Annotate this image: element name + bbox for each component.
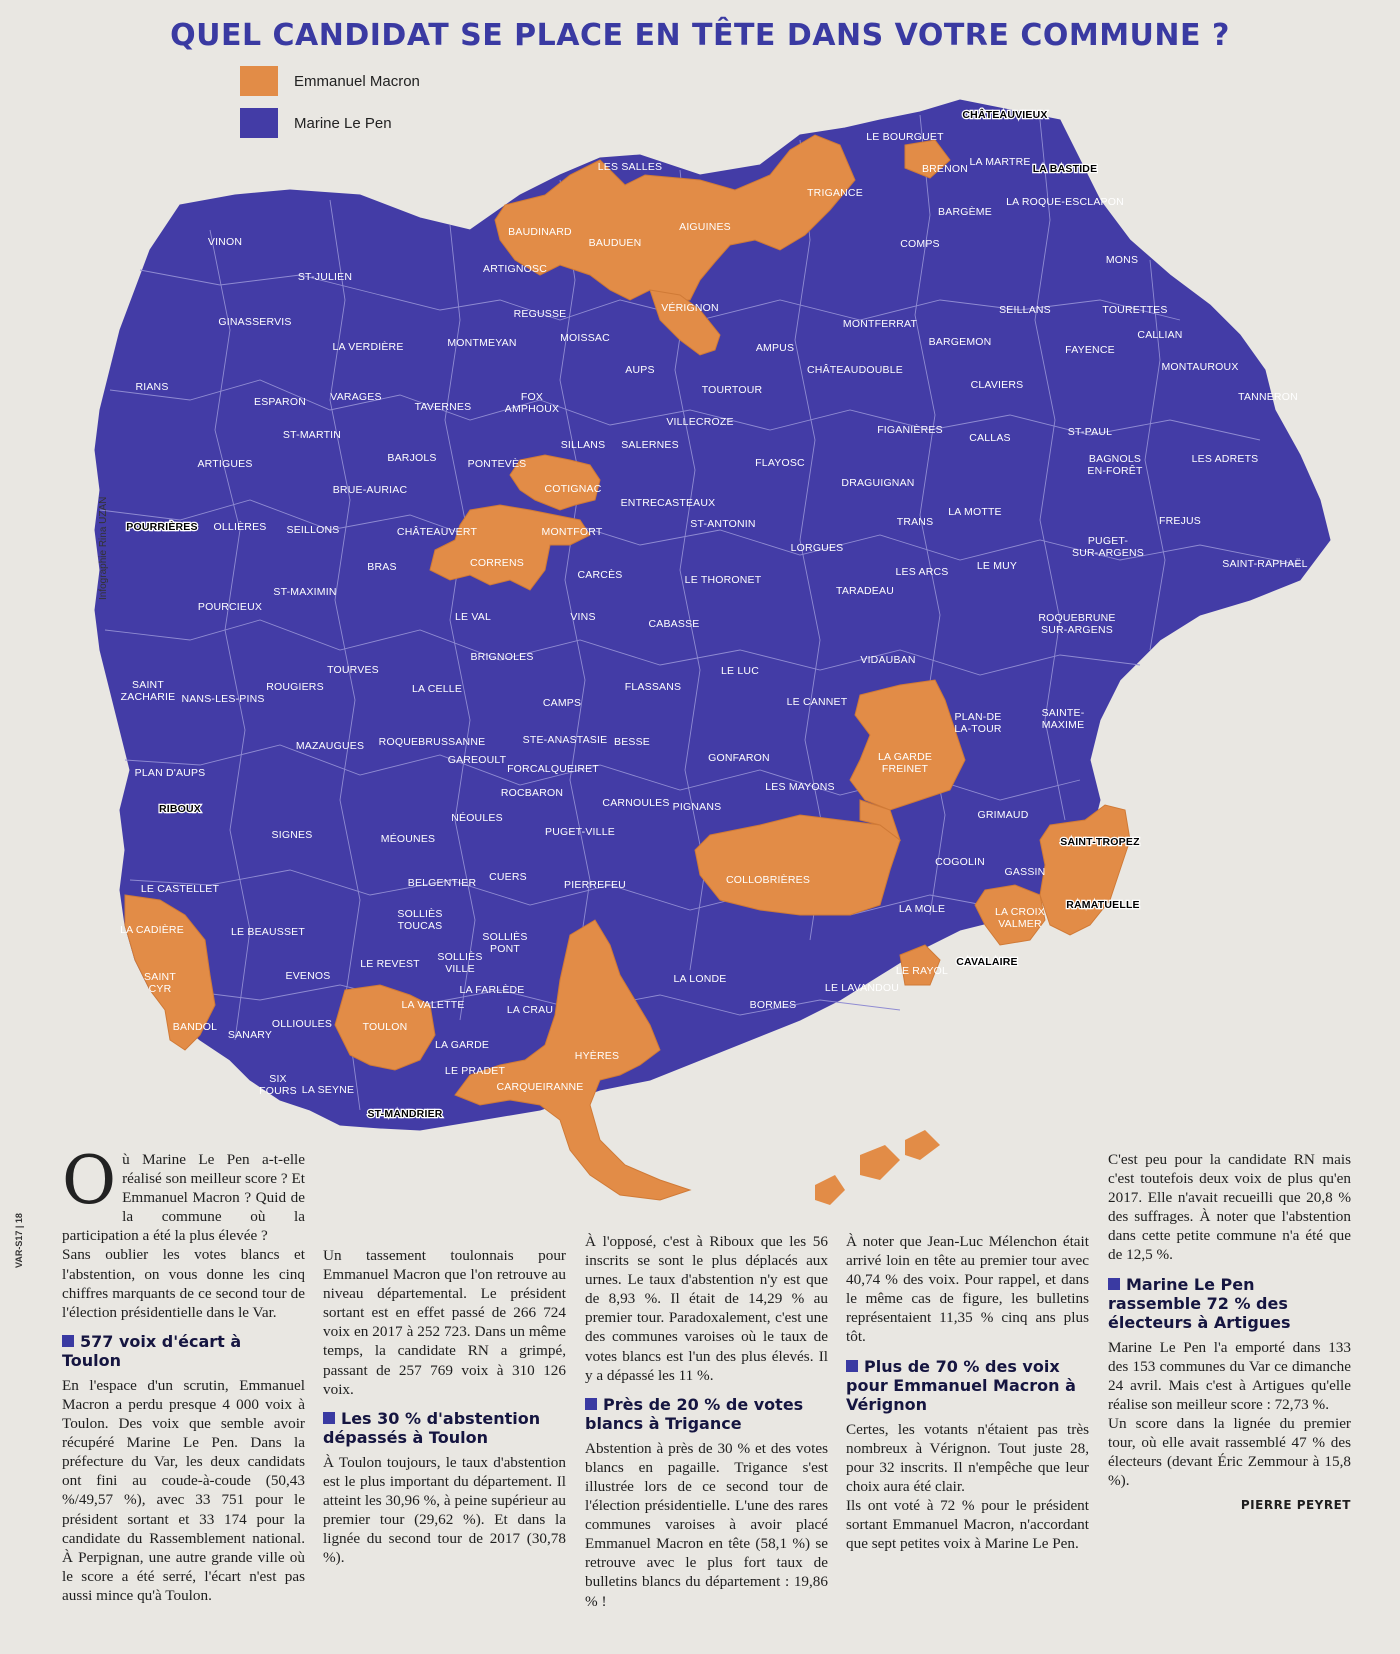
- lbl-bormes: BORMES: [749, 999, 797, 1011]
- paragraph-abstention: À Toulon toujours, le taux d'abstention est le plus important du département. Il atteint les 30,96 %, à peine supérieur au premier tour (29,62 %). Et dans la lignée du second tour de 2017 (30,78 %).: [323, 1453, 566, 1567]
- lbl-saint-cyr-2: CYR: [148, 983, 172, 995]
- lbl-puget-argens-2: SUR-ARGENS: [1071, 547, 1145, 559]
- lbl-le-luc: LE LUC: [721, 665, 759, 677]
- lbl-plan-daups: PLAN D'AUPS: [134, 767, 206, 779]
- paragraph-tassement: Un tassement toulonnais pour Emmanuel Macron que l'on retrouve au niveau départemental. Le président sortant est en effet passé de 266 724 voix en 2017 à 252 723. Dans un même temps, la candidate RN a grimpé, passant de 257 769 voix à 310 126 voix.: [323, 1247, 566, 1398]
- lbl-montfort: MONTFORT: [541, 526, 603, 538]
- lbl-les-adrets: LES ADRETS: [1191, 453, 1259, 465]
- lbl-st-mandrier: ST-MANDRIER: [367, 1108, 443, 1120]
- lbl-claviers: CLAVIERS: [970, 379, 1024, 391]
- heading-abstention: [323, 1409, 566, 1447]
- lbl-montferrat: MONTFERRAT: [842, 318, 918, 330]
- lbl-la-martre: LA MARTRE: [969, 156, 1031, 168]
- lbl-neoules: NÉOULES: [451, 812, 503, 824]
- lbl-trans: TRANS: [896, 516, 934, 528]
- lbl-tourtour: TOURTOUR: [701, 384, 763, 396]
- lbl-verignon: VÉRIGNON: [661, 302, 719, 314]
- lbl-signes: SIGNES: [271, 829, 313, 841]
- lbl-trigance: TRIGANCE: [807, 187, 863, 199]
- lbl-brenon: BRENON: [921, 163, 969, 175]
- intro-question: [62, 1142, 305, 1245]
- heading-square-icon: [585, 1398, 597, 1410]
- lbl-toulon: TOULON: [362, 1021, 408, 1033]
- heading-abstention-text: Les 30 % d'abstention dépassés à Toulon: [323, 1408, 541, 1447]
- lbl-barjols: BARJOLS: [387, 452, 437, 464]
- lbl-pourcieux: POURCIEUX: [197, 601, 263, 613]
- lbl-bargemon: BARGEMON: [928, 336, 992, 348]
- lbl-le-beausset: LE BEAUSSET: [231, 926, 305, 938]
- lbl-flayosc: FLAYOSC: [755, 457, 805, 469]
- lbl-camps: CAMPS: [542, 697, 582, 709]
- lbl-le-muy: LE MUY: [976, 560, 1018, 572]
- lbl-bargeme: BARGÈME: [938, 206, 992, 218]
- lbl-six-fours-2: FOURS: [259, 1085, 297, 1097]
- lbl-montauroux: MONTAUROUX: [1161, 361, 1239, 373]
- lbl-grimaud: GRIMAUD: [977, 809, 1029, 821]
- paragraph-verignon-2: Ils ont voté à 72 % pour le président sortant Emmanuel Macron, n'accordant que sept petites voix à Marine Le Pen.: [846, 1496, 1089, 1553]
- lbl-chateauvieux: CHÂTEAUVIEUX: [962, 109, 1048, 121]
- heading-trigance-text: Près de 20 % de votes blancs à Trigance: [585, 1394, 804, 1433]
- lbl-draguignan: DRAGUIGNAN: [841, 477, 915, 489]
- heading-trigance: [585, 1395, 828, 1433]
- lbl-ramatuelle: RAMATUELLE: [1066, 899, 1140, 911]
- lbl-hyeres: HYÈRES: [574, 1050, 620, 1062]
- lbl-tourves: TOURVES: [327, 664, 379, 676]
- legend-label-macron: Emmanuel Macron: [294, 72, 420, 90]
- lbl-le-thoronet: LE THORONET: [684, 574, 762, 586]
- lbl-carnoules: CARNOULES: [602, 797, 670, 809]
- lbl-comps: COMPS: [900, 238, 940, 250]
- article-col-3: [585, 1232, 828, 1610]
- lbl-cogolin: COGOLIN: [935, 856, 985, 868]
- paragraph-riboux: À l'opposé, c'est à Riboux que les 56 inscrits se sont le plus déplacés aux urnes. Le taux d'abstention n'y est que de 8,93 %. Il était de 14,29 % au premier tour. Paradoxalement, c'est une des communes varoises où le taux de votes blancs est l'un des plus élevés. Il y a dépassé les 11 %.: [585, 1233, 828, 1384]
- lbl-cavalaire: CAVALAIRE: [956, 956, 1018, 968]
- lbl-flassans: FLASSANS: [624, 681, 682, 693]
- lbl-mazaugues: MAZAUGUES: [295, 740, 365, 752]
- lbl-la-garde-freinet: LA GARDE: [877, 751, 933, 763]
- lbl-la-seyne: LA SEYNE: [301, 1084, 355, 1096]
- lbl-carces: CARCÈS: [577, 569, 623, 581]
- lbl-esparon: ESPARON: [254, 396, 306, 408]
- lbl-sollies-ville: SOLLIÈS: [437, 951, 483, 963]
- lbl-ollieres: OLLIÈRES: [213, 521, 267, 533]
- lbl-vins: VINS: [570, 611, 596, 623]
- islands: [815, 1130, 940, 1205]
- map-title: QUEL CANDIDAT SE PLACE EN TÊTE DANS VOTRE COMMUNE ?: [170, 18, 1230, 53]
- lbl-sollies-pont: SOLLIÈS: [482, 931, 528, 943]
- lbl-tavernes: TAVERNES: [414, 401, 472, 413]
- heading-square-icon: [323, 1412, 335, 1424]
- page-reference: VAR-S17 | 18: [14, 1213, 24, 1268]
- lbl-la-farlede: LA FARLÈDE: [459, 984, 525, 996]
- lbl-sollies-pont-2: PONT: [490, 943, 520, 955]
- lbl-montmeyan: MONTMEYAN: [447, 337, 517, 349]
- lbl-la-croix-valmer-2: VALMER: [998, 918, 1042, 930]
- lbl-roquebrune-2: SUR-ARGENS: [1040, 624, 1114, 636]
- lbl-sanary: SANARY: [227, 1029, 273, 1041]
- heading-artigues-text: Marine Le Pen rassemble 72 % des électeurs à Artigues: [1108, 1274, 1291, 1332]
- lbl-six-fours: SIX: [269, 1073, 287, 1085]
- lbl-la-verdiere: LA VERDIÈRE: [332, 341, 404, 353]
- lbl-sollies-toucas-2: TOUCAS: [397, 920, 443, 932]
- dropcap: O: [62, 1142, 117, 1219]
- lbl-roquebrune: ROQUEBRUNE: [1038, 612, 1116, 624]
- lbl-la-mole: LA MOLE: [898, 903, 946, 915]
- lbl-plan-de-la-tour: PLAN-DE: [954, 711, 1002, 723]
- lbl-gassin: GASSIN: [1004, 866, 1046, 878]
- lbl-bagnols-2: EN-FORÊT: [1087, 465, 1143, 477]
- lbl-callian: CALLIAN: [1137, 329, 1183, 341]
- lbl-brue-auriac: BRUE-AURIAC: [332, 484, 408, 496]
- lbl-cabasse: CABASSE: [648, 618, 700, 630]
- heading-verignon: [846, 1357, 1089, 1414]
- heading-artigues: [1108, 1275, 1351, 1332]
- lbl-mons: MONS: [1105, 254, 1139, 266]
- lbl-la-crau: LA CRAU: [506, 1004, 554, 1016]
- lbl-vinon: VINON: [207, 236, 243, 248]
- lbl-le-castellet: LE CASTELLET: [140, 883, 220, 895]
- lbl-bras: BRAS: [367, 561, 397, 573]
- lbl-salernes: SALERNES: [621, 439, 679, 451]
- lbl-la-garde: LA GARDE: [434, 1039, 490, 1051]
- lbl-puget-argens: PUGET-: [1087, 535, 1129, 547]
- infographic-credit: Infographie Rina UZAN: [98, 496, 109, 600]
- lbl-sollies-toucas: SOLLIÈS: [397, 908, 443, 920]
- lbl-taradeau: TARADEAU: [836, 585, 894, 597]
- lbl-belgentier: BELGENTIER: [407, 877, 477, 889]
- article-col-5: [1108, 1150, 1351, 1515]
- lbl-bauduen: BAUDUEN: [588, 237, 642, 249]
- lbl-st-paul: ST-PAUL: [1067, 426, 1113, 438]
- lbl-gareoult: GAREOULT: [447, 754, 507, 766]
- lbl-tourettes: TOURETTES: [1102, 304, 1168, 316]
- lbl-collobrieres: COLLOBRIÈRES: [725, 874, 811, 886]
- lbl-seillons: SEILLONS: [286, 524, 340, 536]
- lbl-evenos: EVENOS: [285, 970, 331, 982]
- lbl-cuers: CUERS: [489, 871, 527, 883]
- lbl-sillans: SILLANS: [560, 439, 606, 451]
- paragraph-melenchon: À noter que Jean-Luc Mélenchon était arrivé loin en tête au premier tour avec 40,74 % des voix. Pour rappel, et dans le même cas de figure, les bulletins représentaient 11,35 % cinq ans plus tôt.: [846, 1233, 1089, 1346]
- lbl-pourrieres: POURRIÈRES: [126, 521, 198, 533]
- lbl-les-mayons: LES MAYONS: [765, 781, 835, 793]
- author-signature: PIERRE PEYRET: [1240, 1498, 1351, 1513]
- lbl-brignoles: BRIGNOLES: [470, 651, 534, 663]
- lbl-sainte-maxime-2: MAXIME: [1041, 719, 1085, 731]
- lbl-st-antonin: ST-ANTONIN: [690, 518, 756, 530]
- lbl-le-rayol: LE RAYOL: [895, 965, 949, 977]
- article-col-2: [323, 1150, 566, 1567]
- lbl-correns: CORRENS: [470, 557, 524, 569]
- lbl-frejus: FREJUS: [1158, 515, 1202, 527]
- lbl-cotignac: COTIGNAC: [544, 483, 602, 495]
- lbl-bagnols: BAGNOLS: [1088, 453, 1142, 465]
- lbl-carqueiranne: CARQUEIRANNE: [496, 1081, 584, 1093]
- lbl-la-motte: LA MOTTE: [948, 506, 1002, 518]
- lbl-la-bastide: LA BASTIDE: [1032, 163, 1098, 175]
- area-st-tropez-ramatuelle: [1040, 805, 1130, 935]
- lbl-saint-raphael: SAINT-RAPHAËL: [1222, 558, 1308, 570]
- lbl-fayence: FAYENCE: [1065, 344, 1115, 356]
- lbl-le-revest: LE REVEST: [360, 958, 420, 970]
- heading-toulon-text: 577 voix d'écart à Toulon: [62, 1331, 242, 1370]
- lbl-rians: RIANS: [135, 381, 169, 393]
- lbl-les-salles: LES SALLES: [597, 161, 663, 173]
- lbl-rougiers: ROUGIERS: [266, 681, 324, 693]
- lbl-rocbaron: ROCBARON: [500, 787, 564, 799]
- lbl-regusse: REGUSSE: [513, 308, 567, 320]
- lbl-st-martin: ST-MARTIN: [282, 429, 342, 441]
- lbl-gonfaron: GONFARON: [708, 752, 770, 764]
- lbl-les-arcs: LES ARCS: [895, 566, 949, 578]
- lbl-pierrefeu: PIERREFEU: [564, 879, 626, 891]
- article-col-1: [62, 1142, 305, 1604]
- lbl-ste-anastasie: STE-ANASTASIE: [522, 734, 608, 746]
- lbl-la-londe: LA LONDE: [673, 973, 727, 985]
- article-col-4: [846, 1232, 1089, 1553]
- heading-verignon-text: Plus de 70 % des voix pour Emmanuel Macron à Vérignon: [846, 1356, 1076, 1414]
- intro-paragraph: Sans oublier les votes blancs et l'abstention, on vous donne les cinq chiffres marquants de ce second tour de l'élection présidentielle dans le Var.: [62, 1246, 305, 1321]
- lbl-ponteves: PONTEVÈS: [467, 458, 527, 470]
- lbl-la-celle: LA CELLE: [411, 683, 463, 695]
- lbl-meounes: MÉOUNES: [380, 833, 436, 845]
- lbl-entrecasteaux: ENTRECASTEAUX: [620, 497, 716, 509]
- heading-square-icon: [846, 1360, 858, 1372]
- lbl-la-valette: LA VALETTE: [401, 999, 465, 1011]
- lbl-chateaudouble: CHÂTEAUDOUBLE: [807, 364, 903, 376]
- lbl-la-roque-esclapon: LA ROQUE-ESCLAPON: [1006, 196, 1124, 208]
- legend-label-lepen: Marine Le Pen: [294, 114, 392, 132]
- lbl-seillans: SEILLANS: [999, 304, 1051, 316]
- lbl-saint-zacharie: SAINT: [132, 679, 164, 691]
- heading-square-icon: [62, 1335, 74, 1347]
- lbl-figanieres: FIGANIÈRES: [877, 424, 943, 436]
- paragraph-artigues: Marine Le Pen l'a emporté dans 133 des 153 communes du Var ce dimanche 24 avril. Mais c'est à Artigues qu'elle réalise son meilleur score : 72,73 %.: [1108, 1338, 1351, 1413]
- lbl-plan-de-la-tour-2: LA-TOUR: [954, 723, 1002, 735]
- lbl-sainte-maxime: SAINTE-: [1041, 707, 1085, 719]
- lbl-le-val: LE VAL: [454, 611, 492, 623]
- lbl-saint-cyr: SAINT: [144, 971, 176, 983]
- lbl-besse: BESSE: [613, 736, 651, 748]
- lbl-callas: CALLAS: [969, 432, 1011, 444]
- lbl-vidauban: VIDAUBAN: [860, 654, 916, 666]
- intro-question-text: ù Marine Le Pen a-t-elle réalisé son meilleur score ? Et Emmanuel Macron ? Quid de la commune où la participation a été la plus élevée ?: [62, 1151, 305, 1245]
- lbl-ginasservis: GINASSERVIS: [218, 316, 292, 328]
- lbl-le-lavandou: LE LAVANDOU: [824, 982, 900, 994]
- lbl-le-bourguet: LE BOURGUET: [866, 131, 944, 143]
- lbl-varages: VARAGES: [330, 391, 382, 403]
- lbl-tanneron: TANNERON: [1238, 391, 1298, 403]
- lbl-forcalqueiret: FORCALQUEIRET: [507, 763, 599, 775]
- lbl-ampus: AMPUS: [755, 342, 795, 354]
- lbl-baudinard: BAUDINARD: [508, 226, 572, 238]
- lbl-saint-zacharie-2: ZACHARIE: [120, 691, 176, 703]
- lbl-roquebrussanne: ROQUEBRUSSANNE: [378, 736, 486, 748]
- lbl-st-maximin: ST-MAXIMIN: [273, 586, 337, 598]
- lbl-aups: AUPS: [625, 364, 655, 376]
- lbl-le-pradet: LE PRADET: [444, 1065, 506, 1077]
- lbl-fox-amphoux-2: AMPHOUX: [504, 403, 560, 415]
- lbl-sollies-ville-2: VILLE: [445, 963, 475, 975]
- lbl-artigues: ARTIGUES: [197, 458, 253, 470]
- paragraph-toulon: En l'espace d'un scrutin, Emmanuel Macron a perdu presque 4 000 voix à Toulon. Des voix que semble avoir récupéré Marine Le Pen. Dans la préfecture du Var, les deux candidats ont fini au coude-à-coude (50,43 %/49,57 %), avec 33 751 pour le président sortant et 33 174 pour la candidate du Rassemblement national. À Perpignan, une autre grande ville où le score a été serré, l'écart n'est pas aussi mince qu'à Toulon.: [62, 1376, 305, 1604]
- lbl-riboux: RIBOUX: [158, 803, 202, 815]
- lbl-bandol: BANDOL: [172, 1021, 218, 1033]
- lbl-la-croix-valmer: LA CROIX: [994, 906, 1046, 918]
- paragraph-trigance: Abstention à près de 30 % et des votes blancs en pagaille. Trigance s'est illustrée lors de ce second tour de l'élection présidentielle. L'une des rares communes varoises à avoir placé Emmanuel Macron en tête (58,1 %) se retrouve avec le plus fort taux de bulletins blancs du département : 19,86 % !: [585, 1439, 828, 1610]
- heading-square-icon: [1108, 1278, 1120, 1290]
- lbl-saint-tropez: SAINT-TROPEZ: [1060, 836, 1140, 848]
- lbl-le-cannet: LE CANNET: [786, 696, 848, 708]
- lbl-puget-ville: PUGET-VILLE: [545, 826, 615, 838]
- lbl-lorgues: LORGUES: [790, 542, 844, 554]
- heading-toulon: [62, 1332, 305, 1370]
- lbl-st-julien: ST-JULIEN: [297, 271, 353, 283]
- paragraph-artigues-2: Un score dans la lignée du premier tour, où elle avait rassemblé 47 % des électeurs (devant Éric Zemmour à 15,8 %).: [1108, 1414, 1351, 1490]
- lbl-la-cadiere: LA CADIÈRE: [120, 924, 184, 936]
- lbl-nans-les-pins: NANS-LES-PINS: [181, 693, 265, 705]
- lbl-fox-amphoux: FOX: [520, 391, 544, 403]
- lbl-artignosc: ARTIGNOSC: [482, 263, 548, 275]
- lbl-la-garde-freinet-2: FREINET: [881, 763, 929, 775]
- lbl-villecroze: VILLECROZE: [666, 416, 734, 428]
- lbl-chateauvert: CHÂTEAUVERT: [396, 526, 478, 538]
- paragraph-rn: C'est peu pour la candidate RN mais c'est toutefois deux voix de plus qu'en 2017. Elle n'avait recueilli que 20,8 % des suffrages. À noter que l'abstention dans cette petite commune n'a été que de 12,5 %.: [1108, 1151, 1351, 1264]
- lbl-ollioules: OLLIOULES: [271, 1018, 333, 1030]
- lbl-moissac: MOISSAC: [560, 332, 610, 344]
- paragraph-verignon: Certes, les votants n'étaient pas très nombreux à Vérignon. Tout juste 28, pour 32 inscrits. Il n'empêche que leur choix aura été clair.: [846, 1420, 1089, 1495]
- lbl-pignans: PIGNANS: [672, 801, 722, 813]
- lbl-aiguines: AIGUINES: [679, 221, 731, 233]
